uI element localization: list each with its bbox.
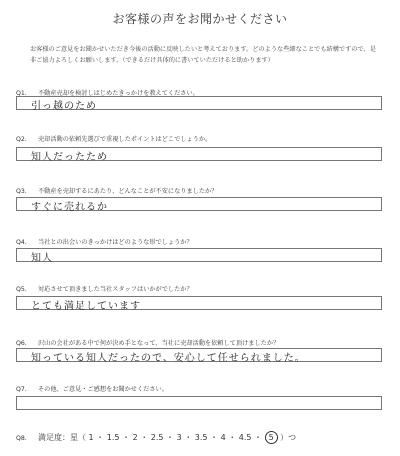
page-title: お客様の声をお聞かせください (112, 12, 288, 26)
satisfaction-label: 満足度：星（ (38, 433, 86, 442)
question-7: Q7. その他、ご意見・ご感想をお聞かせください。 (16, 386, 168, 393)
answer-1: 引っ越のため (31, 101, 97, 112)
rating-option[interactable]: 2 (132, 433, 138, 442)
answer-2: 知人だったため (31, 152, 108, 163)
question-6: Q6. 沢山の会社がある中で何が決め手となって、当社に売却活動を依頼して頂けましたか？ (16, 340, 280, 347)
answer-box-5[interactable] (16, 296, 382, 310)
answer-box-7[interactable] (16, 396, 382, 410)
satisfaction-suffix: ）つ (280, 433, 297, 442)
answer-box-1[interactable] (16, 96, 382, 110)
question-5: Q5. 対応させて頂きました当社スタッフはいかがでしたか？ (16, 286, 193, 293)
rating-option[interactable]: 3 (176, 433, 182, 442)
intro-text: お客様のご意見をお聞かせいただき今後の活動に反映したいと考えております。どのような些細なことでも結構ですので、是非ご協力よろしくお願いします。（できるだけ具体的に書いていただけると助かります） (30, 46, 376, 64)
satisfaction-row: Q8. 満足度：星（ 1 ・ 1.5 ・ 2 ・ 2.5 ・ 3 ・ 3.5 ・ 4 ・ 4.5 ・ 5 ）つ (16, 433, 297, 442)
question-2: Q2. 売却活動の依頼先選びで重視したポイントはどこでしょうか。 (16, 136, 212, 143)
answer-5: とても満足しています (31, 301, 141, 312)
answer-6: 知っている知人だったので、安心して任せられました。 (31, 353, 306, 364)
rating-option[interactable]: 3.5 (194, 433, 208, 442)
rating-option[interactable]: 2.5 (150, 433, 164, 442)
question-3: Q3. 不動産を売却するにあたり、どんなことが不安になりましたか？ (16, 188, 218, 195)
answer-box-2[interactable] (16, 147, 382, 161)
question-4: Q4. 当社との出会いのきっかけはどのような形でしょうか？ (16, 239, 193, 246)
answer-box-4[interactable] (16, 248, 382, 262)
rating-option[interactable]: 1 (88, 433, 94, 442)
rating-selected[interactable]: 5 (265, 431, 278, 444)
question-1: Q1. 不動産売却を検討しはじめたきっかけを教えてください。 (16, 90, 199, 97)
rating-option[interactable]: 4.5 (238, 433, 252, 442)
answer-box-6[interactable] (16, 348, 382, 362)
rating-option[interactable]: 1.5 (106, 433, 120, 442)
answer-box-3[interactable] (16, 197, 382, 211)
satisfaction-number: Q8. (16, 435, 27, 442)
answer-4: 知人 (31, 253, 53, 264)
answer-3: すぐに売れるか (31, 202, 108, 213)
rating-option[interactable]: 4 (220, 433, 226, 442)
